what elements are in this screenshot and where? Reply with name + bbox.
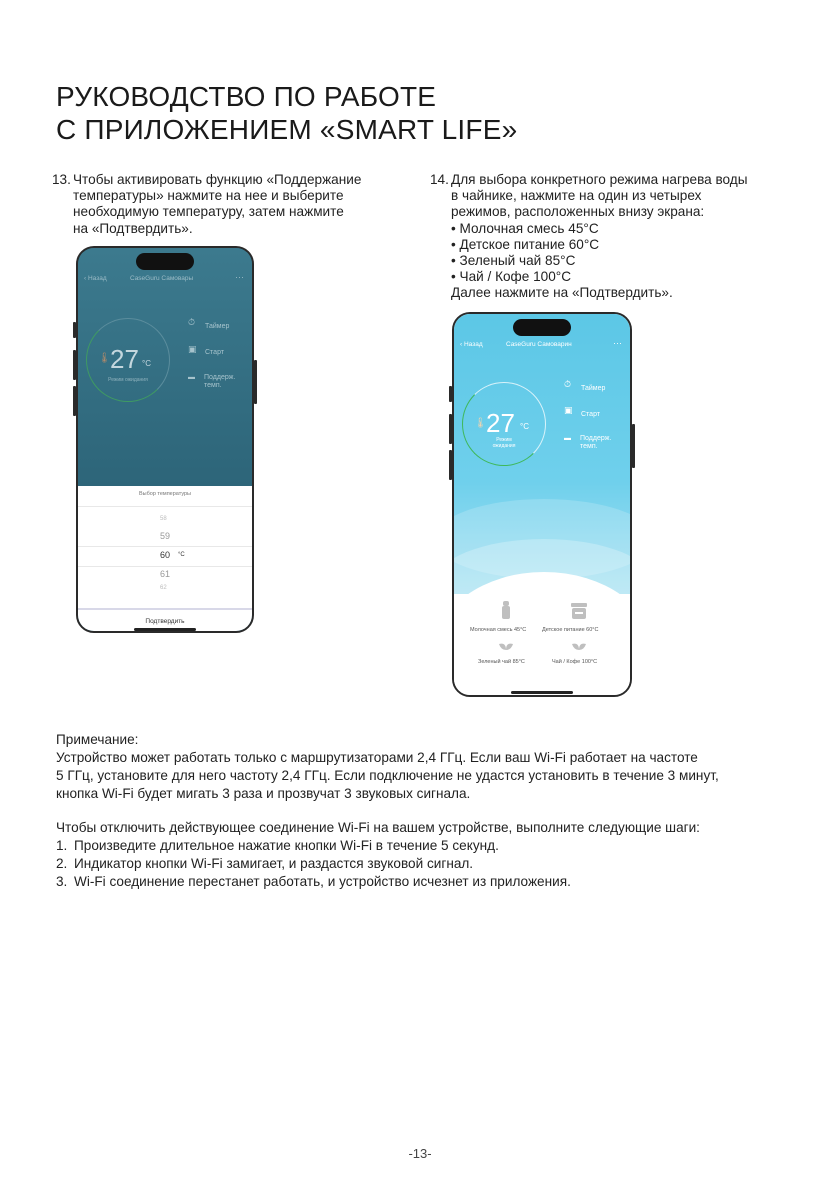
step-14-line: в чайнике, нажмите на один из четырех [451,188,702,204]
menu-keep-warm-line-1: Поддерж. [580,435,612,442]
more-icon[interactable]: ··· [613,338,622,348]
mode-baby-food[interactable]: Детское питание 60°C [542,627,599,633]
step-13-number: 13. [52,172,71,187]
phone-notch [136,253,194,270]
step-14-line: • Зеленый чай 85°C [451,253,576,269]
mode-label: Режим ожидания [108,377,148,383]
note-step-text: Произведите длительное нажатие кнопки Wi-Fi в течение 5 секунд. [74,838,499,853]
temperature-unit: °C [520,422,529,431]
note-paragraph-line: кнопка Wi-Fi будет мигать 3 раза и прозвучат 3 звуковых сигнала. [56,786,471,801]
baby-bottle-icon[interactable] [500,600,512,620]
temperature-bottom-sheet [78,486,252,633]
step-14-line: режимов, расположенных внизу экрана: [451,204,705,220]
confirm-button[interactable]: Подтвердить [145,618,185,625]
mode-tea-coffee[interactable]: Чай / Кофе 100°C [552,659,598,665]
menu-keep-warm[interactable] [204,374,235,390]
thermometer-icon: 🌡 [98,353,111,364]
menu-start[interactable]: Старт [205,349,225,356]
app-header [78,272,252,288]
note-step-number: 3. [56,874,68,889]
picker-option[interactable]: 59 [160,531,171,541]
mode-label-line-1: Режим [496,437,512,443]
page-title-line-1: РУКОВОДСТВО ПО РАБОТЕ [56,81,437,112]
note-step [56,855,796,873]
picker-option-selected[interactable]: 60 [160,550,171,560]
picker-option[interactable]: 61 [160,569,171,579]
keep-warm-icon[interactable]: ▬ [188,374,195,381]
step-13-line: на «Подтвердить». [73,220,193,236]
note-step-text: Индикатор кнопки Wi-Fi замигает, и раздастся звуковой сигнал. [74,856,474,871]
divider [78,566,252,567]
step-13-line: Чтобы активировать функцию «Поддержание [73,172,362,187]
step-14-line: • Молочная смесь 45°C [451,220,599,236]
mode-milk-formula[interactable]: Молочная смесь 45°C [470,627,527,633]
note-step [56,837,796,855]
picker-option[interactable]: 62 [160,585,167,591]
note-step-text: Wi-Fi соединение перестанет работать, и устройство исчезнет из приложения. [74,874,571,889]
kettle-icon[interactable]: ▣ [188,344,197,354]
page-title [56,80,517,146]
device-name: CaseGuru Самоварин [506,341,572,348]
page-number: -13- [408,1146,432,1161]
sheet-title: Выбор температуры [138,491,192,497]
wave-decoration [452,572,632,697]
current-temperature: 27 [486,408,515,438]
leaf-icon[interactable] [498,642,514,654]
home-indicator [134,628,196,631]
timer-icon[interactable]: ⏱ [188,317,196,327]
baby-food-jar-icon[interactable] [570,602,588,620]
menu-timer[interactable]: Таймер [205,323,230,330]
step-14-number: 14. [430,172,449,187]
note-section [56,731,796,891]
menu-keep-warm-line-2: темп. [204,382,222,389]
note-disconnect-intro: Чтобы отключить действующее соединение Wi-Fi на вашем устройстве, выполните следующие шаги: [56,820,700,835]
current-temperature: 27 [110,344,139,374]
note-step [56,873,796,891]
menu-timer[interactable]: Таймер [581,385,606,392]
timer-icon[interactable]: ⏱ [564,379,572,389]
step-14-line: • Детское питание 60°C [451,236,600,252]
home-indicator [511,691,573,694]
divider [78,506,252,507]
picker-option[interactable]: 58 [160,516,167,522]
device-name: CaseGuru Самовары [130,275,194,282]
mode-label-line-2: ожидания [492,443,516,449]
note-paragraph-line: 5 ГГц, установите для него частоту 2,4 ГГц. Если подключение не удастся установить в течение 3 минут, [56,768,719,783]
divider [78,608,252,610]
thermometer-icon: 🌡 [474,418,487,429]
phone-mockup-mode-selection [452,312,632,697]
phone-mockup-temperature-picker [76,246,254,633]
menu-keep-warm[interactable] [580,435,611,451]
page-title-line-2: С ПРИЛОЖЕНИЕМ «SMART LIFE» [56,114,518,145]
phone-1-power-button [254,360,257,404]
mode-green-tea[interactable]: Зеленый чай 85°C [478,659,525,665]
temperature-unit: °C [142,359,151,368]
menu-keep-warm-line-1: Поддерж. [204,374,236,381]
step-13-line: необходимую температуру, затем нажмите [73,204,344,220]
step-14-line: Далее нажмите на «Подтвердить». [451,285,673,301]
picker-unit: °C [178,552,185,558]
menu-keep-warm-line-2: темп. [580,443,598,450]
phone-notch [513,319,571,336]
step-14-line: Для выбора конкретного режима нагрева воды [451,172,748,187]
mode-label [476,437,532,449]
tea-leaf-icon[interactable] [571,642,587,654]
app-header [454,338,630,354]
kettle-icon[interactable]: ▣ [564,405,573,415]
more-icon[interactable]: ··· [235,272,244,282]
step-14-line: • Чай / Кофе 100°C [451,269,572,285]
phone-2-power-button [632,424,635,468]
back-button[interactable]: ‹ Назад [84,275,107,282]
menu-start[interactable]: Старт [581,411,601,418]
note-step-number: 2. [56,856,68,871]
back-label: Назад [87,275,107,282]
keep-warm-icon[interactable]: ▬ [564,435,571,442]
note-paragraph-line: Устройство может работать только с маршрутизаторами 2,4 ГГц. Если ваш Wi-Fi работает на частоте [56,750,698,765]
divider [78,546,252,547]
note-heading: Примечание: [56,732,139,747]
step-13-line: температуры» нажмите на нее и выберите [73,188,344,204]
back-button[interactable]: ‹ Назад [460,341,483,348]
back-label: Назад [463,341,483,348]
note-step-number: 1. [56,838,68,853]
